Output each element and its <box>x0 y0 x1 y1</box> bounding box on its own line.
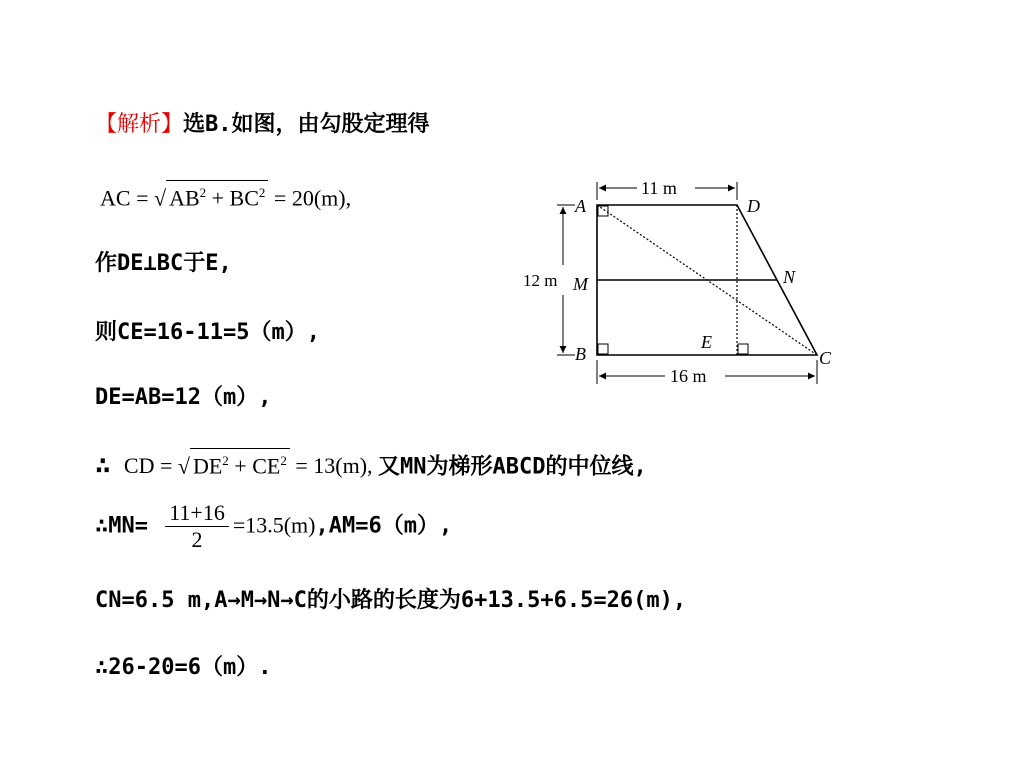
eq-ac-equals: = <box>136 185 149 211</box>
eq-mn-prefix: ∴MN= <box>95 513 148 539</box>
eq-ac-value: 20 <box>291 185 314 211</box>
analysis-heading <box>95 107 430 138</box>
exponent: 2 <box>258 185 266 200</box>
exponent: 2 <box>222 453 229 468</box>
eq-mn-fraction <box>165 500 229 553</box>
line-cn-path: CN=6.5 m,A→M→N→C的小路的长度为6+13.5+6.5=26(m), <box>95 588 687 613</box>
right-angle-mark-e <box>738 344 748 354</box>
line-ce: 则CE=16-11=5（m）, <box>95 320 320 345</box>
fraction-denominator: 2 <box>191 527 203 552</box>
line-draw-de: 作DE⊥BC于E, <box>95 251 232 276</box>
point-label-b: B <box>575 344 586 364</box>
am-length: ,AM=6（m）, <box>315 513 453 539</box>
height-length-label: 12 m <box>523 271 558 290</box>
exponent: 2 <box>280 453 287 468</box>
eq-cd-term-a: DE <box>192 453 223 479</box>
eq-ac-term-a: AB <box>169 185 200 211</box>
therefore-symbol: ∴ <box>95 450 111 481</box>
eq-ac-term-b: BC <box>229 185 259 211</box>
line-final: ∴26-20=6（m）. <box>95 655 272 680</box>
exponent: 2 <box>199 185 207 200</box>
trapezoid-figure <box>515 170 835 390</box>
analysis-intro: 选B.如图，由勾股定理得 <box>183 112 430 137</box>
point-label-e: E <box>701 332 712 352</box>
equation-cd <box>95 448 647 480</box>
plus-sign: + <box>234 453 247 479</box>
equation-mn <box>95 500 452 553</box>
point-label-c: C <box>819 348 832 368</box>
analysis-tag: 【解析】 <box>95 112 184 137</box>
eq-mn-result: =13.5(m) <box>232 512 316 538</box>
eq-cd-lhs: CD <box>123 453 155 479</box>
eq-ac-equals-2: = <box>273 185 287 211</box>
plus-sign: + <box>211 185 225 211</box>
eq-cd-value: 13 <box>313 453 336 479</box>
point-label-d: D <box>747 196 760 216</box>
point-label-m: M <box>573 274 588 294</box>
fraction-numerator: 11+16 <box>165 500 229 527</box>
bottom-length-label: 16 m <box>670 366 707 386</box>
midline-statement: 又MN为梯形ABCD的中位线, <box>378 454 647 480</box>
top-length-label: 11 m <box>641 178 677 198</box>
equation-ac <box>100 180 351 211</box>
eq-cd-equals-2: = <box>295 453 308 479</box>
point-label-a: A <box>575 196 586 216</box>
eq-ac-sqrt <box>154 180 268 211</box>
eq-cd-sqrt <box>178 448 290 479</box>
sqrt-sign: √ <box>153 185 167 211</box>
point-label-n: N <box>783 267 796 287</box>
sqrt-sign: √ <box>177 453 190 479</box>
eq-cd-equals: = <box>159 453 173 479</box>
right-angle-mark-a <box>598 206 608 216</box>
eq-ac-lhs: AC <box>100 185 131 211</box>
eq-ac-unit: (m), <box>313 185 352 211</box>
line-de-ab: DE=AB=12（m）, <box>95 385 272 410</box>
eq-cd-term-b: CE <box>252 453 281 479</box>
right-angle-mark-b <box>598 344 608 354</box>
eq-cd-unit: (m), <box>335 453 373 479</box>
